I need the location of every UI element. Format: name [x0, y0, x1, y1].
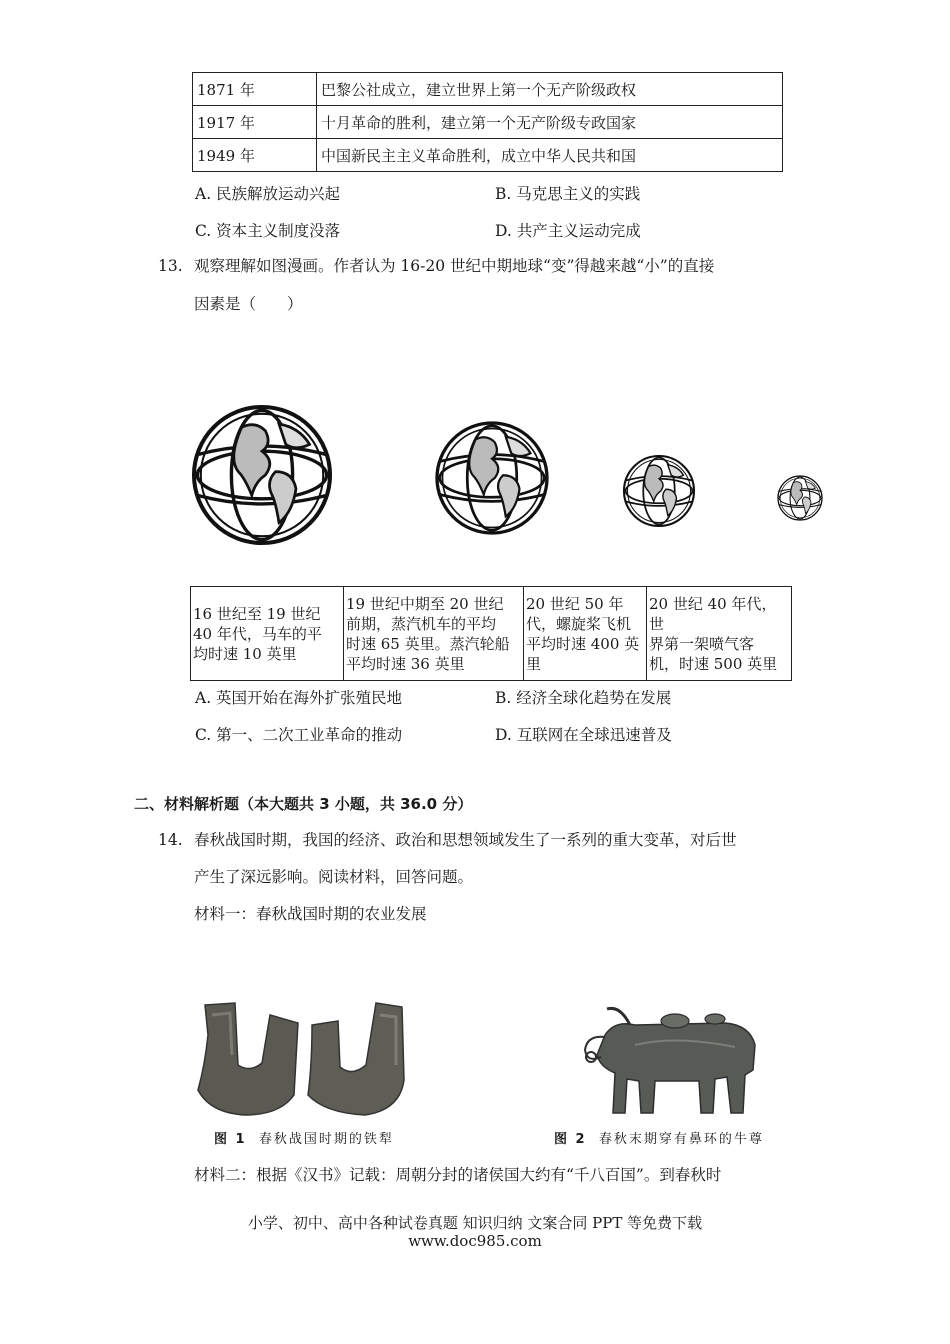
fig1-caption-text: 春秋战国时期的铁犁	[258, 1132, 394, 1147]
q13-option-d: D. 互联网在全球迅速普及	[495, 726, 672, 744]
q13-option-a: A. 英国开始在海外扩张殖民地	[195, 689, 403, 707]
event-cell: 中国新民主主义革命胜利，成立中华人民共和国	[317, 139, 783, 172]
q13-stem-line2: 因素是（ ）	[194, 295, 303, 313]
year-cell: 1917 年	[193, 106, 317, 139]
cell-line: 前期，蒸汽机车的平均	[346, 614, 497, 633]
fig2-label: 图 2	[554, 1132, 587, 1147]
speed-cell-2	[344, 587, 524, 681]
iron-plough-figure	[190, 995, 420, 1123]
q12-option-a: A. 民族解放运动兴起	[195, 185, 341, 203]
q13-option-b: B. 经济全球化趋势在发展	[495, 689, 672, 707]
speed-cell-4	[647, 587, 792, 681]
fig2-caption-text: 春秋末期穿有鼻环的牛尊	[598, 1132, 764, 1147]
material-1-title: 材料一：春秋战国时期的农业发展	[194, 905, 427, 923]
iron-plough-right-icon	[308, 1003, 404, 1115]
cell-line: 19 世纪中期至 20 世纪	[346, 594, 504, 613]
fig1-label: 图 1	[214, 1132, 247, 1147]
footer-line1: 小学、初中、高中各种试卷真题 知识归纳 文案合同 PPT 等免费下载	[247, 1214, 703, 1232]
cell-line: 机，时速 500 英里	[649, 654, 778, 673]
fig1-caption	[214, 1128, 394, 1147]
cell-line: 里	[526, 654, 542, 673]
q14-stem-line1: 春秋战国时期，我国的经济、政治和思想领域发生了一系列的重大变革，对后世	[194, 831, 737, 849]
table-row	[193, 73, 783, 106]
globe-small-icon	[624, 456, 694, 526]
speed-cell-1	[191, 587, 344, 681]
q14-number: 14.	[158, 831, 183, 849]
cell-line: 均时速 10 英里	[193, 644, 297, 663]
footer-url[interactable]: www.doc985.com	[408, 1232, 542, 1250]
cell-line: 40 年代，马车的平	[193, 624, 322, 643]
shrinking-globes-illustration	[190, 395, 830, 560]
cell-line: 平均时速 36 英里	[346, 654, 465, 673]
year-cell: 1871 年	[193, 73, 317, 106]
globe-medium-icon	[437, 423, 547, 533]
globe-tiny-icon	[778, 476, 822, 520]
iron-plough-left-icon	[198, 1003, 298, 1115]
cell-line: 16 世纪至 19 世纪	[193, 604, 321, 623]
q13-number: 13.	[158, 257, 183, 275]
cell-line: 20 世纪 40 年代，世	[649, 594, 777, 633]
cell-line: 代，螺旋桨飞机	[526, 614, 632, 633]
cell-line: 平均时速 400 英	[526, 634, 640, 653]
table-row	[193, 139, 783, 172]
q13-stem-line1: 观察理解如图漫画。作者认为 16-20 世纪中期地球“变”得越来越“小”的直接	[194, 257, 715, 275]
year-cell: 1949 年	[193, 139, 317, 172]
cell-line: 界第一架喷气客	[649, 634, 755, 653]
cell-line: 时速 65 英里。蒸汽轮船	[346, 634, 510, 653]
cell-line: 20 世纪 50 年	[526, 594, 624, 613]
ox-zun-figure	[575, 995, 775, 1120]
ox-zun-icon	[585, 1008, 755, 1113]
events-table	[192, 72, 783, 172]
q13-option-c: C. 第一、二次工业革命的推动	[195, 726, 403, 744]
speed-cell-3	[524, 587, 647, 681]
table-row	[193, 106, 783, 139]
material-2-text: 材料二：根据《汉书》记载：周朝分封的诸侯国大约有“千八百国”。到春秋时	[194, 1166, 722, 1184]
event-cell: 巴黎公社成立，建立世界上第一个无产阶级政权	[317, 73, 783, 106]
q14-stem-line2: 产生了深远影响。阅读材料，回答问题。	[194, 868, 474, 886]
fig2-caption	[554, 1128, 764, 1147]
speed-table	[190, 586, 792, 681]
table-row	[191, 587, 792, 681]
section-heading: 二、材料解析题（本大题共 3 小题，共 36.0 分）	[134, 795, 473, 813]
q12-option-d: D. 共产主义运动完成	[495, 222, 641, 240]
event-cell: 十月革命的胜利，建立第一个无产阶级专政国家	[317, 106, 783, 139]
q12-option-b: B. 马克思主义的实践	[495, 185, 641, 203]
q12-option-c: C. 资本主义制度没落	[195, 222, 341, 240]
globe-large-icon	[194, 407, 330, 543]
